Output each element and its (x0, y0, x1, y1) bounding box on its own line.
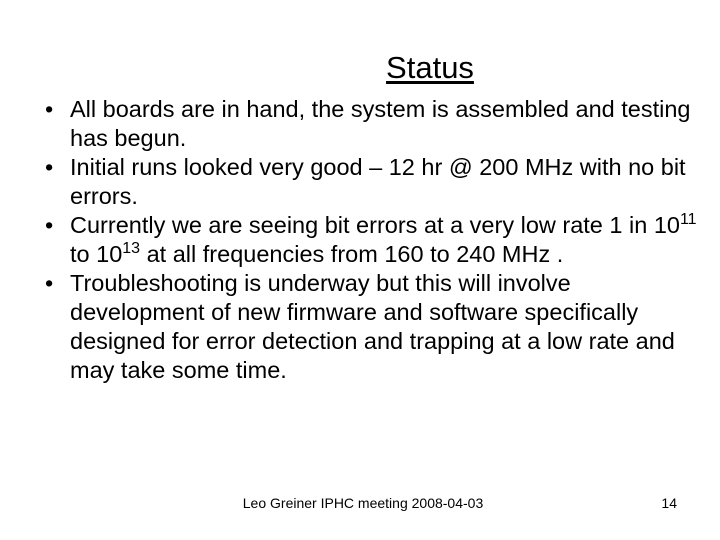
bullet-text-4: Troubleshooting is underway but this will involve development of new firmware and software specifically designed for error detection and trapping at a low rate and may take some time. (70, 270, 675, 383)
bullet-icon: • (45, 212, 54, 238)
slide-footer: Leo Greiner IPHC meeting 2008-04-03 (242, 495, 484, 511)
exponent-13: 13 (122, 240, 141, 257)
slide-title (0, 50, 720, 86)
bullet-item-3 (45, 211, 705, 269)
bullet-text-1: All boards are in hand, the system is assembled and testing has begun. (70, 96, 691, 151)
bullet-text-2: Initial runs looked very good – 12 hr @ 200 MHz with no bit errors. (70, 154, 686, 209)
bullet-text-3-end: at all frequencies from 160 to 240 MHz . (140, 241, 564, 267)
bullet-item-1 (45, 95, 705, 153)
bullet-icon: • (45, 96, 54, 122)
bullet-text-3-mid: to 10 (70, 241, 123, 267)
bullet-item-4 (45, 269, 705, 385)
bullet-text-3-start: Currently we are seeing bit errors at a very low rate 1 in 10 (70, 212, 680, 238)
bullet-list (45, 95, 705, 385)
page-number: 14 (661, 495, 677, 511)
bullet-icon: • (45, 154, 54, 180)
bullet-item-2 (45, 153, 705, 211)
bullet-icon: • (45, 270, 54, 296)
exponent-11: 11 (679, 211, 697, 228)
slide-title-text: Status (386, 50, 474, 85)
